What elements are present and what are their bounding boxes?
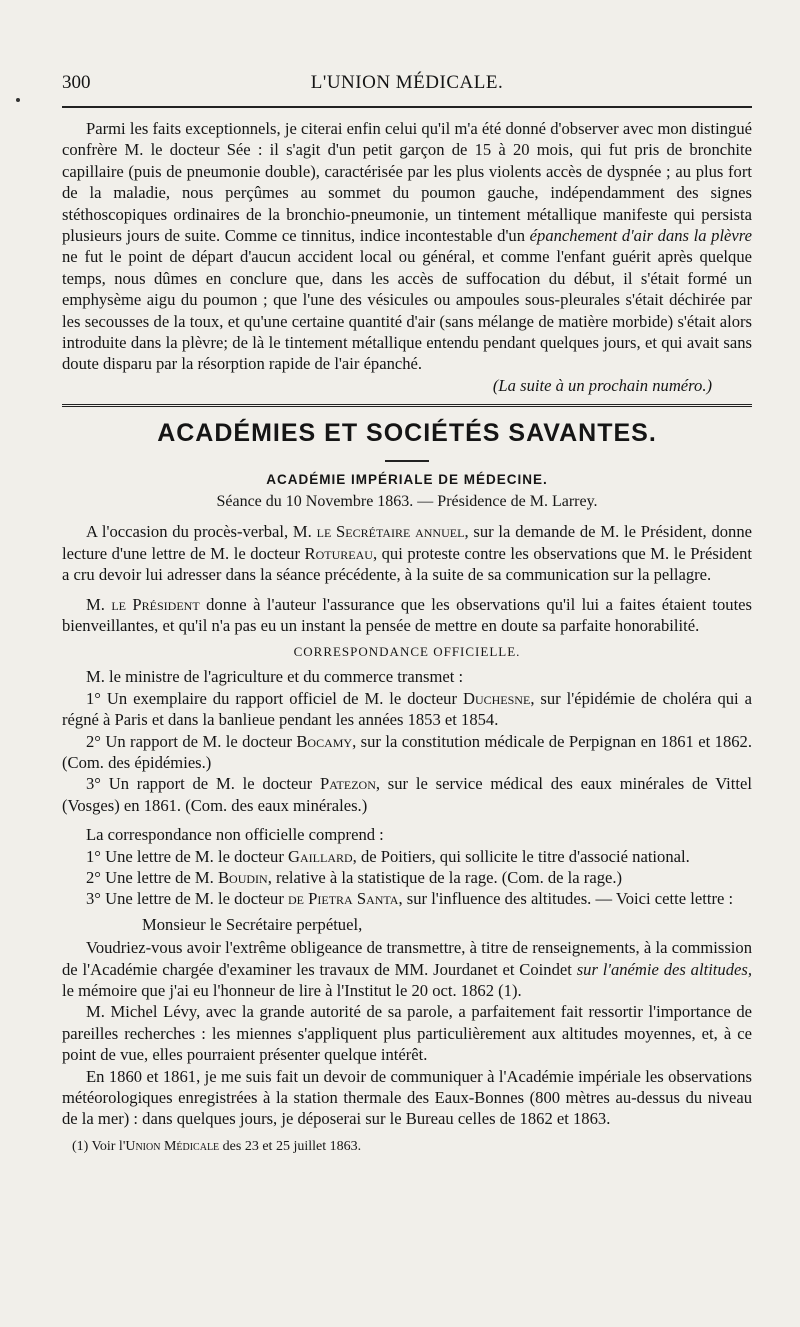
continuation-note: (La suite à un prochain numéro.) bbox=[492, 375, 712, 395]
title-rule bbox=[385, 460, 429, 462]
italic-phrase: épanchement d'air dans la plèvre bbox=[529, 226, 752, 246]
section-title: ACADÉMIES ET SOCIÉTÉS SAVANTES. bbox=[157, 419, 657, 448]
page-number: 300 bbox=[62, 72, 91, 93]
body-paragraph: M. le ministre de l'agriculture et du commerce transmet : bbox=[86, 667, 464, 687]
letter-paragraph: M. Michel Lévy, avec la grande autorité de sa parole, a parfaitement fait ressortir l'importance de pareilles recherches : les miennes s'appliquent plus particulièrement aux altitudes moyennes, et, à ce point de vue, elles pourraient présenter quelque intérêt. bbox=[62, 1002, 752, 1065]
list-item: 3° Un rapport de M. le docteur Patezon, sur le service médical des eaux minérales de Vittel (Vosges) en 1861. (Com. des eaux minérales.) bbox=[62, 774, 752, 815]
page-header bbox=[62, 72, 752, 102]
section-rule bbox=[62, 404, 752, 407]
article-paragraph: Parmi les faits exceptionnels, je citerai enfin celui qu'il m'a été donné d'observer avec mon distingué confrère M. le docteur Sée : il s'agit d'un petit garçon de 15 à 20 mois, qui fut pris de bronchite capillaire (puis de pneumonie double), caractérisée par les plus violents accès de dyspnée ; au plus fort de la maladie, nous perçûmes au sommet du poumon gauche, indépendamment des signes stéthoscopiques ordinaires de la bronchio-pneumonie, un tintement métallique manifeste qui persista plusieurs jours de suite. Comme ce tinnitus, indice incontestable d'un épanchement d'air dans la plèvre ne fut le point de départ d'aucun accident local ou général, et comme l'enfant guérit après quelque temps, nous dûmes en conclure que, dans les accès de suffocation du début, il s'était formé un emphysème aigu du poumon ; que l'une des vésicules ou ampoules sous-pleurales s'était déchirée par les secousses de la toux, et qu'une certaine quantité d'air (sans mélange de matière morbide) s'était alors introduite dans la plèvre; de là le tintement métallique entendu pendant quelques jours, et qui avait sans doute disparu par la résorption rapide de l'air épanché. bbox=[62, 119, 752, 374]
list-item: 2° Une lettre de M. Boudin, relative à la statistique de la rage. (Com. de la rage.) bbox=[86, 867, 623, 887]
session-line: Séance du 10 Novembre 1863. — Présidence de M. Larrey. bbox=[216, 493, 598, 511]
official-correspondence-heading: CORRESPONDANCE OFFICIELLE. bbox=[293, 644, 521, 660]
letter-paragraph: En 1860 et 1861, je me suis fait un devoir de communiquer à l'Académie impériale les observations météorologiques enregistrées à la station thermale des Eaux-Bonnes (800 mètres au-dessus du niveau de la mer) : dans quelques jours, je déposerai sur le Bureau celles de 1862 et 1863. bbox=[62, 1066, 752, 1129]
body-paragraph: A l'occasion du procès-verbal, M. le Secrétaire annuel, sur la demande de M. le Président, donne lecture d'une lettre de M. le docteur Rotureau, qui proteste contre les observations que M. le Président a cru devoir lui adresser dans la séance précédente, à la suite de sa communication sur la pellagre. bbox=[62, 522, 753, 585]
footnote: (1) Voir l'Union Médicale des 23 et 25 juillet 1863. bbox=[72, 1138, 362, 1154]
running-title: L'UNION MÉDICALE. bbox=[310, 72, 504, 93]
list-item: 2° Un rapport de M. le docteur Bocamy, sur la constitution médicale de Perpignan en 1861 et 1862. (Com. des épidémies.) bbox=[62, 731, 752, 772]
body-paragraph: M. le Président donne à l'auteur l'assurance que les observations qu'il lui a faites étaient toutes bienveillantes, et qu'il n'a pas eu un instant la pensée de mettre en doute sa parfaite honorabilité. bbox=[62, 594, 752, 635]
list-item: 1° Un exemplaire du rapport officiel de M. le docteur Duchesne, sur l'épidémie de choléra qui a régné à Paris et dans la banlieue pendant les années 1853 et 1854. bbox=[62, 688, 752, 730]
list-item: 1° Une lettre de M. le docteur Gaillard, de Poitiers, qui sollicite le titre d'associé national. bbox=[86, 846, 690, 866]
header-rule bbox=[62, 106, 752, 108]
list-item: 3° Une lettre de M. le docteur de Pietra Santa, sur l'influence des altitudes. — Voici cette lettre : bbox=[86, 889, 734, 909]
letter-paragraph: Voudriez-vous avoir l'extrême obligeance de transmettre, à titre de renseignements, à la commission de l'Académie chargée d'examiner les travaux de MM. Jourdanet et Coindet sur l'anémie des altitudes, le mémoire que j'ai eu l'honneur de lire à l'Institut le 20 oct. 1862 (1). bbox=[62, 938, 752, 1000]
subsection-title: ACADÉMIE IMPÉRIALE DE MÉDECINE. bbox=[266, 472, 548, 488]
letter-salutation: Monsieur le Secrétaire perpétuel, bbox=[142, 914, 363, 934]
margin-mark bbox=[16, 98, 20, 102]
body-paragraph: La correspondance non officielle comprend : bbox=[86, 825, 384, 845]
